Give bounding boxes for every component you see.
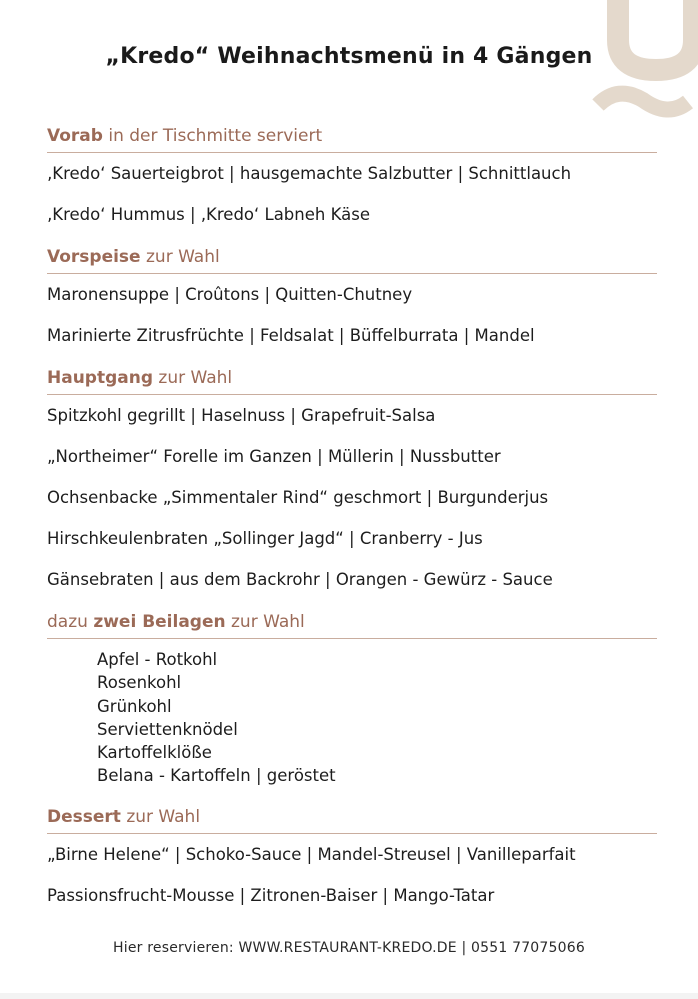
list-item: Serviettenknödel [97,719,238,739]
side-dish-list [47,648,657,788]
section-header-dessert: Dessert zur Wahl [47,805,657,834]
section-header-vorab: Vorab in der Tischmitte serviert [47,124,657,153]
list-item: Kartoffelklöße [97,743,212,763]
list-item: Rosenkohl [97,673,182,693]
menu-item: „Northeimer“ Forelle im Ganzen | Müllerin | Nussbutter [47,447,501,466]
menu-body [47,124,657,926]
section-header-vorspeise: Vorspeise zur Wahl [47,245,657,274]
section-header-beilagen: dazu zwei Beilagen zur Wahl [47,610,657,639]
logo-decoration [578,0,698,140]
list-item: Belana - Kartoffeln | geröstet [97,766,336,786]
menu-item: „Birne Helene“ | Schoko-Sauce | Mandel-Streusel | Vanilleparfait [47,844,576,864]
menu-item: Spitzkohl gegrillt | Haselnuss | Grapefruit-Salsa [47,406,436,425]
list-item: Apfel - Rotkohl [97,650,218,669]
reservation-footer: Hier reservieren: WWW.RESTAURANT-KREDO.DE | 0551 77075066 [113,940,585,956]
menu-title: „Kredo“ Weihnachtsmenü in 4 Gängen [105,44,593,69]
section-header-hauptgang: Hauptgang zur Wahl [47,366,657,395]
list-item: Grünkohl [97,696,172,716]
menu-item: ‚Kredo‘ Hummus | ‚Kredo‘ Labneh Käse [47,205,370,224]
menu-item: Marinierte Zitrusfrüchte | Feldsalat | Büffelburrata | Mandel [47,326,535,345]
menu-item: Passionsfrucht-Mousse | Zitronen-Baiser | Mango-Tatar [47,885,495,905]
menu-item: Hirschkeulenbraten „Sollinger Jagd“ | Cranberry - Jus [47,529,483,548]
page-bottom-strip [0,993,698,999]
menu-item: ‚Kredo‘ Sauerteigbrot | hausgemachte Salzbutter | Schnittlauch [47,164,572,183]
menu-item: Ochsenbacke „Simmentaler Rind“ geschmort | Burgunderjus [47,488,549,507]
menu-item: Gänsebraten | aus dem Backrohr | Orangen - Gewürz - Sauce [47,570,553,589]
menu-item: Maronensuppe | Croûtons | Quitten-Chutney [47,285,413,304]
